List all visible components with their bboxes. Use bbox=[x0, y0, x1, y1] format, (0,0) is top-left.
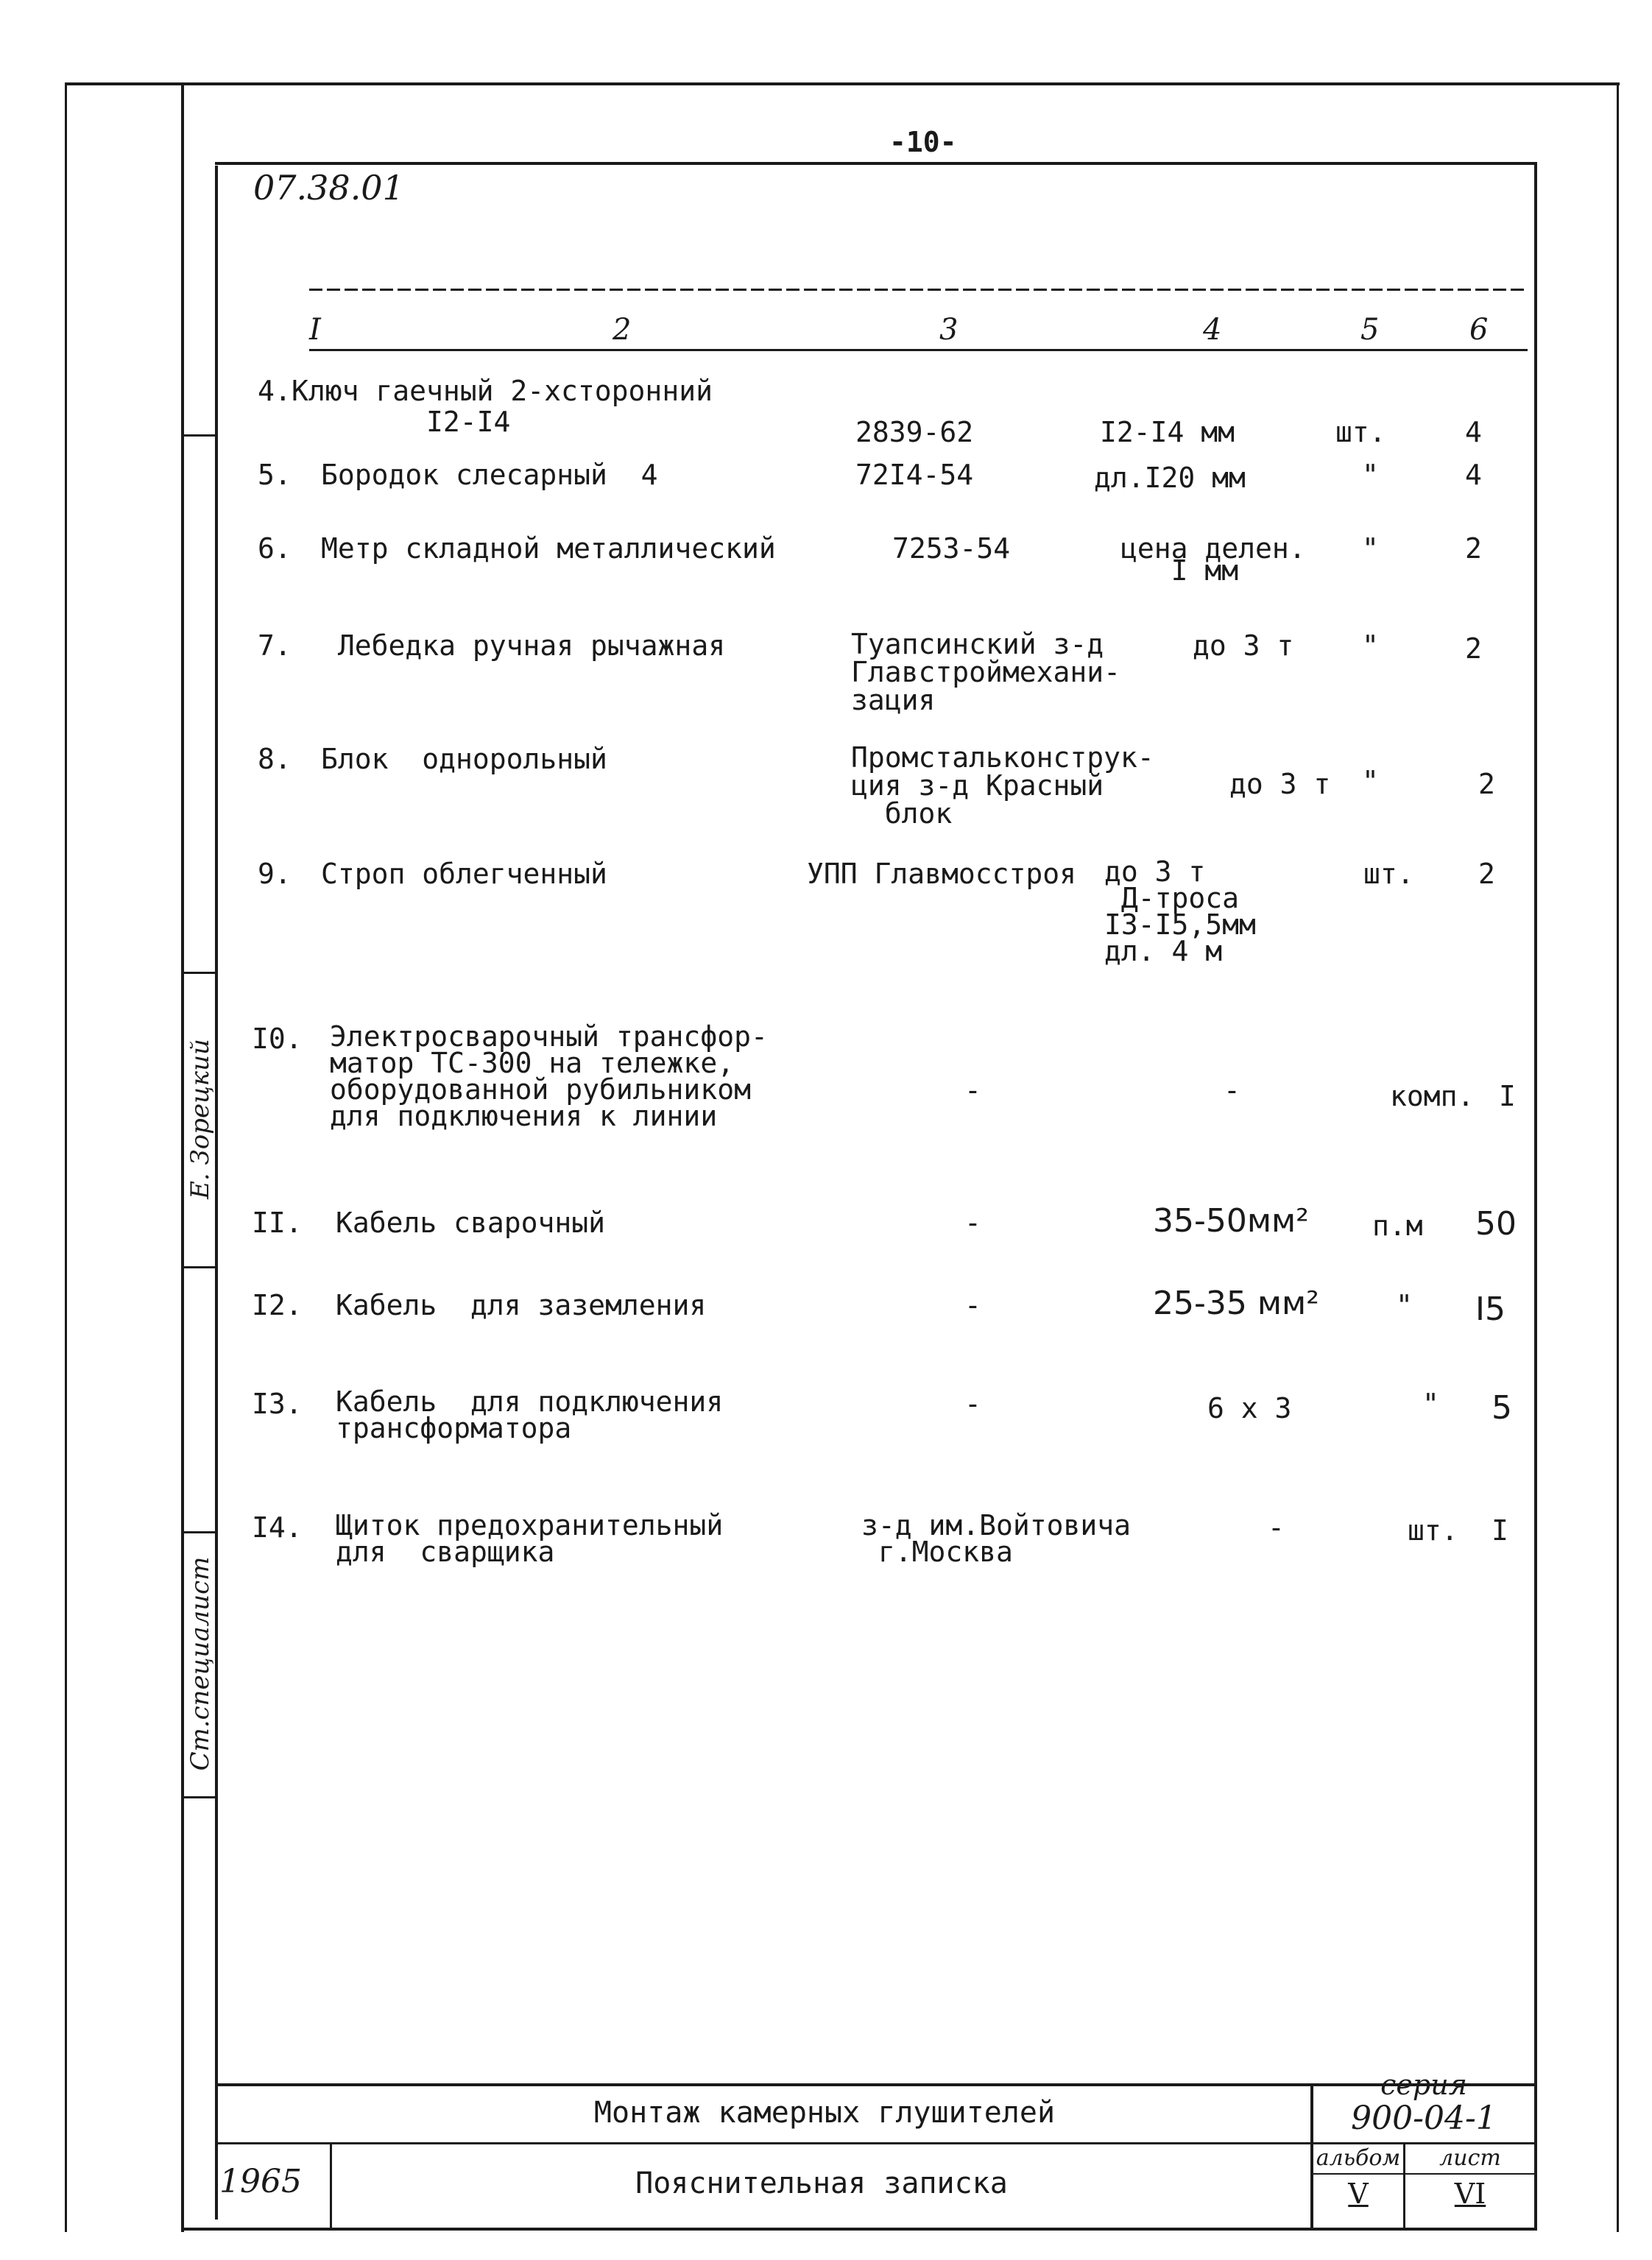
row-number: I0. bbox=[252, 1023, 303, 1055]
page-number: -10- bbox=[889, 126, 957, 158]
row-qty: 4 bbox=[1465, 416, 1482, 448]
header-underline bbox=[309, 349, 1528, 351]
header-dashed-line bbox=[309, 289, 1528, 291]
row-spec: - bbox=[1224, 1074, 1240, 1106]
sheet-value: VI bbox=[1454, 2178, 1486, 2210]
album-label-underline bbox=[1313, 2173, 1534, 2175]
column-header-1: I bbox=[309, 313, 321, 347]
row-unit: шт. bbox=[1335, 416, 1386, 448]
column-header-6: 6 bbox=[1469, 313, 1489, 347]
row-supplier: з-д им.Войтовича г.Москва bbox=[861, 1509, 1132, 1568]
row-name: Лебедка ручная рычажная bbox=[321, 629, 726, 662]
row-name: Строп облегченный bbox=[321, 858, 607, 890]
margin-divider bbox=[184, 972, 218, 974]
row-qty: 50 bbox=[1475, 1205, 1517, 1243]
margin-divider bbox=[184, 1796, 218, 1798]
margin-signature-1: Е. Зорецкий bbox=[186, 1039, 215, 1199]
album-label: альбом bbox=[1316, 2145, 1401, 2171]
year: 1965 bbox=[219, 2163, 302, 2200]
column-header-5: 5 bbox=[1360, 313, 1380, 347]
row-name: Блок однорольный bbox=[321, 743, 607, 775]
doc-code: 07.38.01 bbox=[253, 168, 404, 208]
row-standard: 72I4-54 bbox=[855, 459, 974, 491]
row-spec: до 3 т Д-троса I3-I5,5мм дл. 4 м bbox=[1104, 855, 1256, 967]
year-divider bbox=[330, 2142, 332, 2228]
series-value: 900-04-1 bbox=[1351, 2100, 1497, 2137]
row-spec: 35-50мм² bbox=[1153, 1202, 1309, 1240]
row-number: 9. bbox=[258, 858, 292, 890]
row-name: Кабель для заземления bbox=[336, 1289, 707, 1321]
row-qty: 2 bbox=[1465, 632, 1482, 665]
row-qty: 2 bbox=[1465, 532, 1482, 565]
row-number: 7. bbox=[258, 629, 292, 662]
row-number: I3. bbox=[252, 1388, 303, 1420]
outer-right-border bbox=[1617, 82, 1619, 2232]
row-qty: I bbox=[1492, 1514, 1508, 1547]
row-number: I4. bbox=[252, 1511, 303, 1544]
row-supplier: Туапсинский з-д Главстроймехани- зация bbox=[851, 628, 1121, 716]
row-qty: 2 bbox=[1478, 858, 1495, 890]
document-title: Монтаж камерных глушителей bbox=[593, 2096, 1056, 2130]
row-unit: комп. bbox=[1390, 1080, 1475, 1112]
row-name: Бородок слесарный 4 bbox=[321, 459, 658, 491]
row-spec: 25-35 мм² bbox=[1153, 1285, 1319, 1322]
column-header-3: 3 bbox=[939, 313, 959, 347]
row-qty: 5 bbox=[1492, 1389, 1512, 1427]
row-standard: 7253-54 bbox=[892, 532, 1011, 565]
sheet-label: лист bbox=[1439, 2145, 1501, 2171]
inner-top-border bbox=[215, 162, 1537, 165]
row-name: Метр складной металлический bbox=[321, 532, 776, 565]
document-subtitle: Пояснительная записка bbox=[635, 2167, 1008, 2200]
row-spec: - bbox=[1268, 1511, 1285, 1544]
row-name: Щиток предохранительный для сварщика bbox=[336, 1509, 724, 1568]
inner-right-border bbox=[1534, 162, 1537, 2231]
row-unit: шт. bbox=[1408, 1514, 1458, 1547]
margin-strip-border bbox=[215, 166, 218, 2220]
row-supplier: Промстальконструк- ция з-д Красный блок bbox=[851, 741, 1154, 830]
row-number: 4. bbox=[258, 375, 292, 407]
row-spec: до 3 т bbox=[1229, 768, 1331, 800]
series-label: серия bbox=[1380, 2069, 1467, 2101]
row-standard: 2839-62 bbox=[855, 416, 974, 448]
row-unit: " bbox=[1422, 1388, 1439, 1420]
column-header-2: 2 bbox=[613, 313, 632, 347]
row-number: 6. bbox=[258, 532, 292, 565]
title-block-middle bbox=[218, 2142, 1536, 2144]
margin-divider bbox=[184, 1266, 218, 1268]
row-unit: " bbox=[1362, 532, 1379, 565]
column-header-4: 4 bbox=[1203, 313, 1222, 347]
row-unit: " bbox=[1362, 629, 1379, 662]
row-supplier: - bbox=[964, 1289, 981, 1321]
row-number: I2. bbox=[252, 1289, 303, 1321]
margin-divider bbox=[184, 1531, 218, 1533]
row-unit: шт. bbox=[1363, 858, 1414, 890]
row-unit: " bbox=[1362, 765, 1379, 797]
outer-top-border bbox=[65, 82, 1620, 85]
row-unit: " bbox=[1396, 1289, 1413, 1321]
outer-left-border bbox=[65, 82, 67, 2232]
row-unit: п.м bbox=[1372, 1210, 1423, 1242]
row-spec: I2-I4 мм bbox=[1100, 416, 1235, 448]
row-supplier: - bbox=[964, 1388, 981, 1420]
row-supplier: УПП Главмосстроя bbox=[807, 858, 1077, 890]
row-supplier: - bbox=[964, 1207, 981, 1239]
row-unit: " bbox=[1362, 459, 1379, 491]
row-spec: 6 х 3 bbox=[1207, 1392, 1292, 1424]
row-qty: 2 bbox=[1478, 768, 1495, 800]
row-spec: дл.I20 мм bbox=[1094, 462, 1246, 494]
row-number: II. bbox=[252, 1207, 303, 1239]
inner-left-border bbox=[181, 82, 184, 2232]
row-qty: I bbox=[1499, 1080, 1516, 1112]
row-spec: до 3 т bbox=[1193, 629, 1294, 662]
row-name: Ключ гаечный 2-хсторонний I2-I4 bbox=[292, 375, 713, 438]
row-number: 8. bbox=[258, 743, 292, 775]
row-name: Электросварочный трансфор- матор ТС-300 на тележке, оборудованной рубильником для подключения к линии bbox=[330, 1020, 768, 1132]
album-value: V bbox=[1348, 2178, 1369, 2210]
margin-signature-2: Ст.специалист bbox=[186, 1556, 215, 1771]
row-spec: цена делен. I мм bbox=[1120, 532, 1306, 587]
row-qty: 4 bbox=[1465, 459, 1482, 491]
row-name: Кабель для подключения трансформатора bbox=[336, 1385, 724, 1444]
row-name: Кабель сварочный bbox=[336, 1207, 606, 1239]
outer-bottom-border bbox=[181, 2228, 1537, 2231]
album-sheet-divider bbox=[1403, 2144, 1405, 2228]
row-supplier: - bbox=[964, 1074, 981, 1106]
row-qty: I5 bbox=[1475, 1290, 1505, 1328]
row-number: 5. bbox=[258, 459, 292, 491]
margin-divider bbox=[184, 434, 218, 437]
